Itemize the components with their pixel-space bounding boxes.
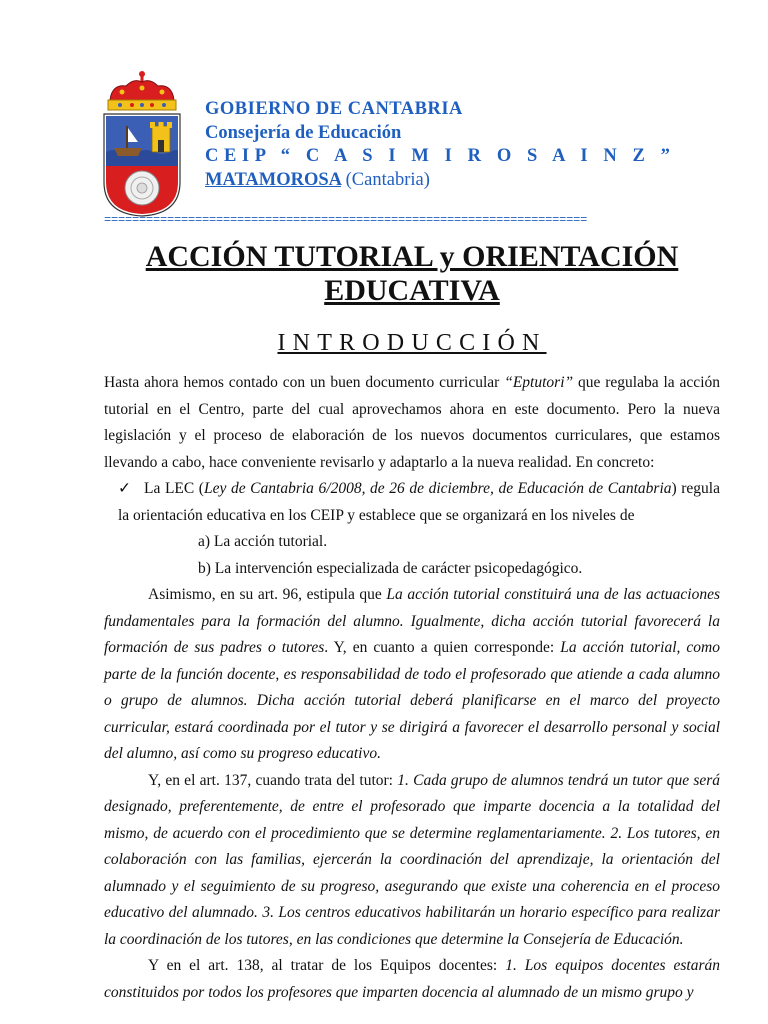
institution-header: [205, 98, 676, 192]
checklist-item: [104, 476, 720, 529]
paragraph-text: Hasta ahora hemos contado con un buen documento curricular: [104, 374, 505, 391]
document-title: [104, 240, 720, 308]
town-name: MATAMOROSA: [205, 169, 342, 190]
header-separator: =====================================================================: [104, 213, 588, 227]
paragraph-text: Y en el art. 138, al tratar de los Equipos docentes:: [148, 957, 506, 974]
check-mark-icon: ✓: [118, 480, 131, 497]
region-name: (Cantabria): [345, 169, 430, 190]
list-item-a: a) La acción tutorial.: [198, 533, 328, 550]
government-name: GOBIERNO DE CANTABRIA: [205, 99, 463, 119]
section-heading: INTRODUCCIÓN: [277, 330, 547, 356]
paragraph-text: Y, en el art. 137, cuando trata del tutor:: [148, 771, 398, 789]
paragraph-art-137: [104, 768, 720, 954]
school-name: CEIP “ C A S I M I R O S A I N Z ”: [205, 146, 676, 166]
shield-icon: [104, 114, 180, 216]
paragraph-intro: [104, 370, 720, 476]
paragraph-art-96: [104, 582, 720, 768]
paragraph-art-138: [104, 953, 720, 1006]
paragraph-text: . Y, en cuanto a quien corresponde:: [324, 639, 561, 656]
paragraph-text: ) regula la orientación educativa en los CEIP y establece que se organizará en los niveles de: [118, 480, 720, 524]
quoted-text: 1. Los equipos docentes estarán constituidos por todos los profesores que imparten docencia al alumnado de un mismo grupo y: [104, 957, 720, 1001]
title-line-1: ACCIÓN TUTORIAL y ORIENTACIÓN: [145, 240, 679, 273]
crown-icon: [108, 71, 176, 110]
title-line-2: EDUCATIVA: [324, 274, 500, 307]
coat-of-arms-logo: [100, 70, 184, 218]
list-item-b: b) La intervención especializada de carácter psicopedagógico.: [198, 559, 583, 577]
document-body: [104, 370, 720, 1006]
quoted-text: La acción tutorial constituirá una de las actuaciones fundamentales para la formación del alumno. Igualmente, dicha acción tutorial favorecerá la formación de sus padres o tutores: [104, 586, 720, 656]
quoted-text: La acción tutorial, como parte de la función docente, es responsabilidad de todo el profesorado que atiende a cada alumno o grupo de alumnos. Dicha acción tutorial deberá planificarse en el marco del proyecto curricular, estará coordinada por el tutor y se dirigirá a favorecer el desarrollo personal y social del alumno, así como su progreso educativo.: [104, 639, 720, 762]
law-reference: Ley de Cantabria 6/2008, de 26 de diciembre, de Educación de Cantabria: [203, 480, 672, 497]
department-name: Consejería de Educación: [205, 122, 402, 143]
quoted-document-name: “Eptutori”: [504, 374, 574, 391]
school-location: [205, 169, 676, 193]
quoted-text: 1. Cada grupo de alumnos tendrá un tutor que será designado, preferentemente, de entre el profesorado que imparte docencia a la totalidad del mismo, de acuerdo con el procedimiento que se determine reglamentariamente. 2. Los tutores, en colaboración con las familias, ejercerán la coordinación del aprendizaje, la orientación del alumnado y el seguimiento de su progreso, asegurando que existe una coherencia en el proceso educativo del alumnado. 3. Los centros educativos habilitarán un horario específico para realizar la coordinación de los tutores, en las condiciones que determine la Consejería de Educación.: [104, 771, 721, 948]
paragraph-text: que regulaba la acción tutorial en el Centro, parte del cual aprovechamos ahora en este documento. Pero la nueva legislación y el proceso de elaboración de los nuevos documentos curriculares, que estamos llevando a cabo, hace conveniente revisarlo y adaptarlo a la nueva realidad. En concreto:: [104, 374, 720, 471]
paragraph-text: La LEC (: [144, 480, 204, 497]
paragraph-text: Asimismo, en su art. 96, estipula que: [148, 586, 387, 603]
